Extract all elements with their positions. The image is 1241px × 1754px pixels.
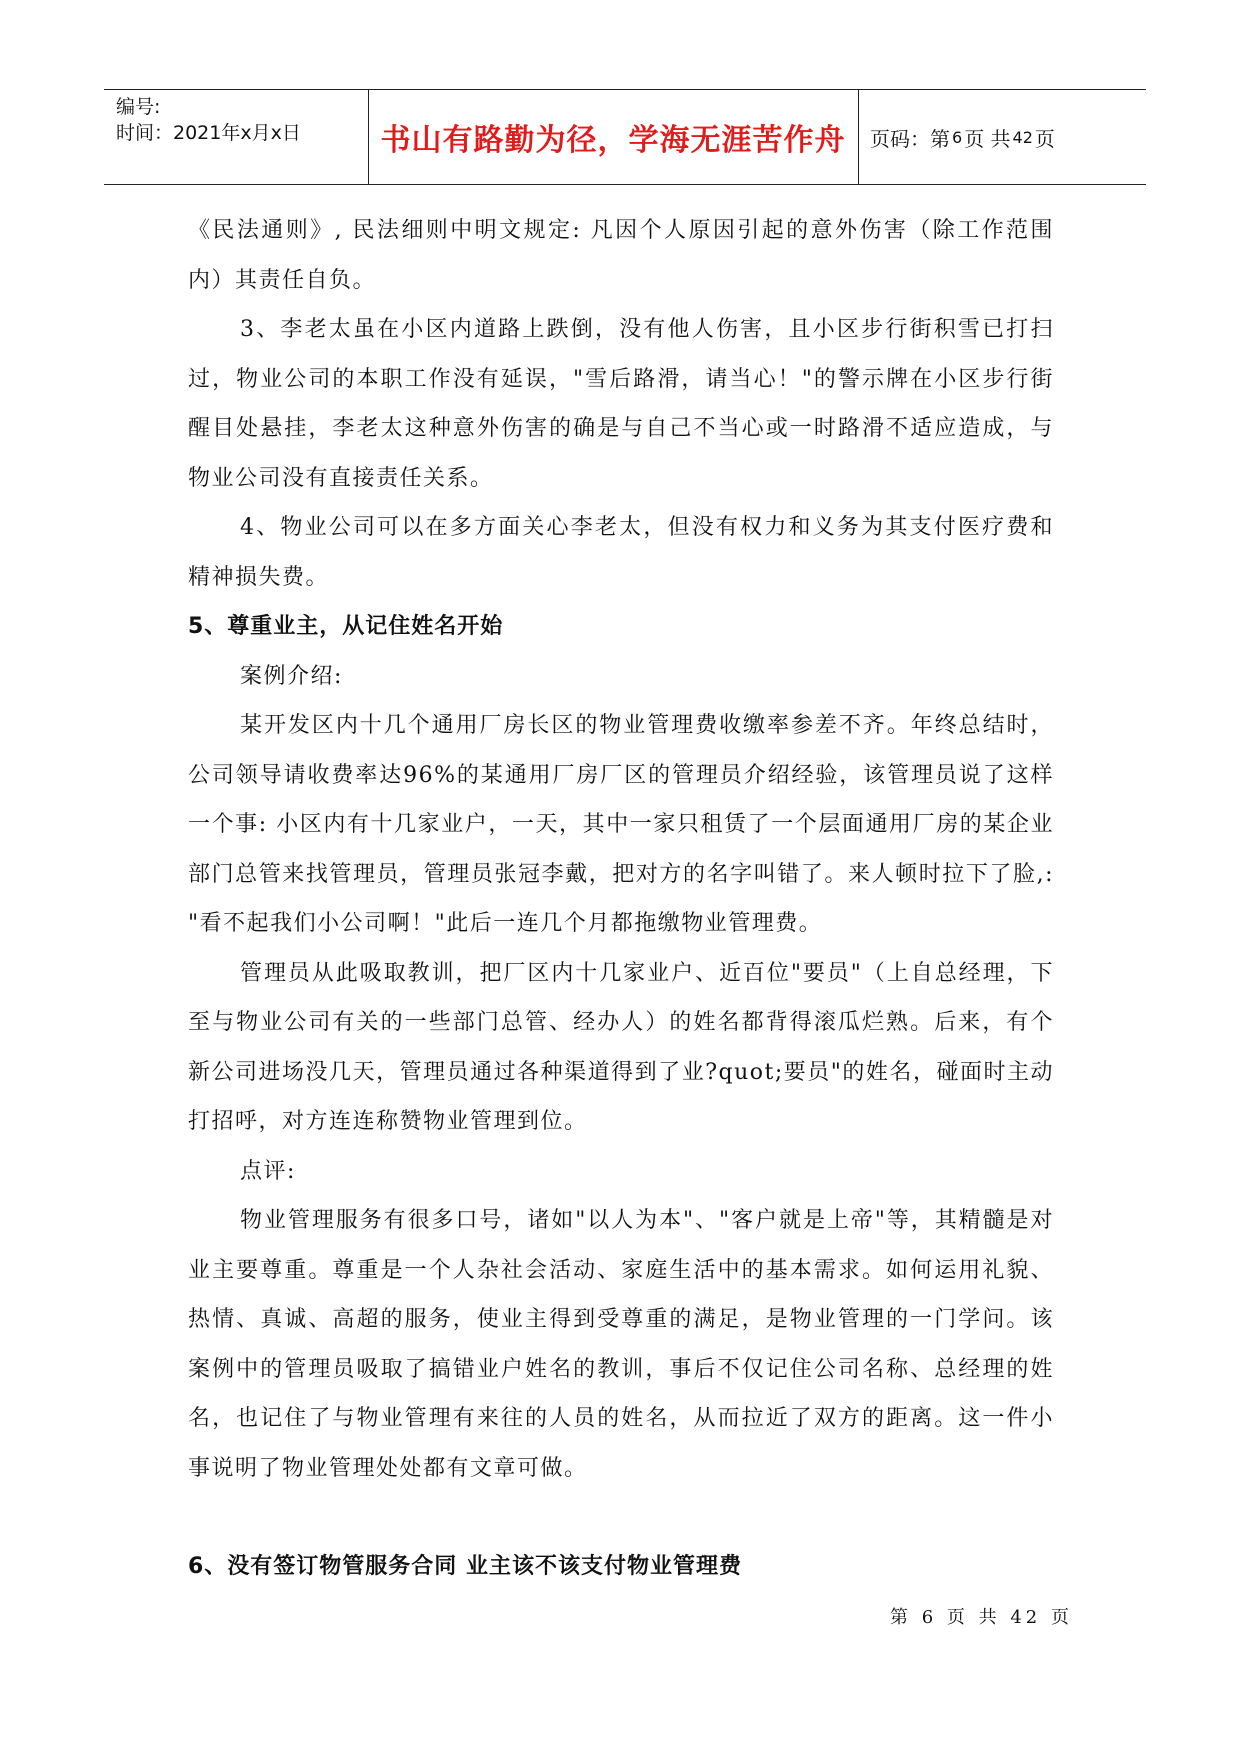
document-body: [188, 206, 1054, 1592]
header-motto: 书山有路勤为径，学海无涯苦作舟: [380, 123, 846, 158]
paragraph: 物业管理服务有很多口号，诸如"以人为本"、"客户就是上帝"等，其精髓是对业主要尊重。尊重是一个人杂社会活动、家庭生活中的基本需求。如何运用礼貌、热情、真诚、高超的服务，使业主得到受尊重的满足，是物业管理的一门学问。该案例中的管理员吸取了搞错业户姓名的教训，事后不仅记住公司名称、总经理的姓名，也记住了与物业管理有来往的人员的姓名，从而拉近了双方的距离。这一件小事说明了物业管理处处都有文章可做。: [188, 1208, 1054, 1481]
document-time: 时间：2021年x月x日: [116, 122, 301, 144]
paragraph: 管理员从此吸取教训，把厂区内十几家业户、近百位"要员"（上自总经理，下至与物业公司有关的一些部门总管、经办人）的姓名都背得滚瓜烂熟。后来，有个新公司进场没几天，管理员通过各种渠道得到了业?quot;要员"的姓名，碰面时主动打招呼，对方连连称赞物业管理到位。: [188, 960, 1054, 1134]
paragraph: 4、物业公司可以在多方面关心李老太，但没有权力和义务为其支付医疗费和精神损失费。: [188, 515, 1054, 590]
page-total: 42: [1012, 127, 1033, 147]
document-number-label: 编号:: [116, 96, 161, 118]
section-heading-5: 5、尊重业主，从记住姓名开始: [188, 614, 504, 639]
case-label: 案例介绍:: [240, 663, 343, 689]
page-footer: 第 6 页 共 42 页: [890, 1607, 1073, 1628]
spacer: [188, 1493, 1054, 1542]
page-header: [104, 89, 1146, 185]
header-divider: [858, 90, 859, 184]
comment-label: 点评:: [240, 1158, 296, 1184]
page-middle: 页 共: [964, 126, 1011, 151]
paragraph: 《民法通则》, 民法细则中明文规定: 凡因个人原因引起的意外伤害（除工作范围内）其责任自负。: [188, 218, 1054, 293]
header-meta: [116, 94, 301, 146]
paragraph: 某开发区内十几个通用厂房长区的物业管理费收缴率参差不齐。年终总结时，公司领导请收费率达96%的某通用厂房厂区的管理员介绍经验，该管理员说了这样一个事: 小区内有十几家业户，一天，其中一家只租赁了一个层面通用厂房的某企业部门总管来找管理员，管理员张冠李戴，把对方的名字叫错了。来人顿时拉下了脸,: "看不起我们小公司啊！"此后一连几个月都拖缴物业管理费。: [188, 713, 1054, 936]
section-heading-6: 6、没有签订物管服务合同 业主该不该支付物业管理费: [188, 1554, 742, 1579]
page-suffix: 页: [1034, 126, 1055, 151]
header-page-indicator: [870, 90, 1055, 184]
paragraph: 3、李老太虽在小区内道路上跌倒，没有他人伤害，且小区步行街积雪已打扫过，物业公司的本职工作没有延误，"雪后路滑，请当心！"的警示牌在小区步行街醒目处悬挂，李老太这种意外伤害的确是与自己不当心或一时路滑不适应造成，与物业公司没有直接责任关系。: [188, 317, 1054, 491]
page-current: 6: [952, 127, 963, 147]
page-prefix: 页码：第: [870, 126, 950, 151]
